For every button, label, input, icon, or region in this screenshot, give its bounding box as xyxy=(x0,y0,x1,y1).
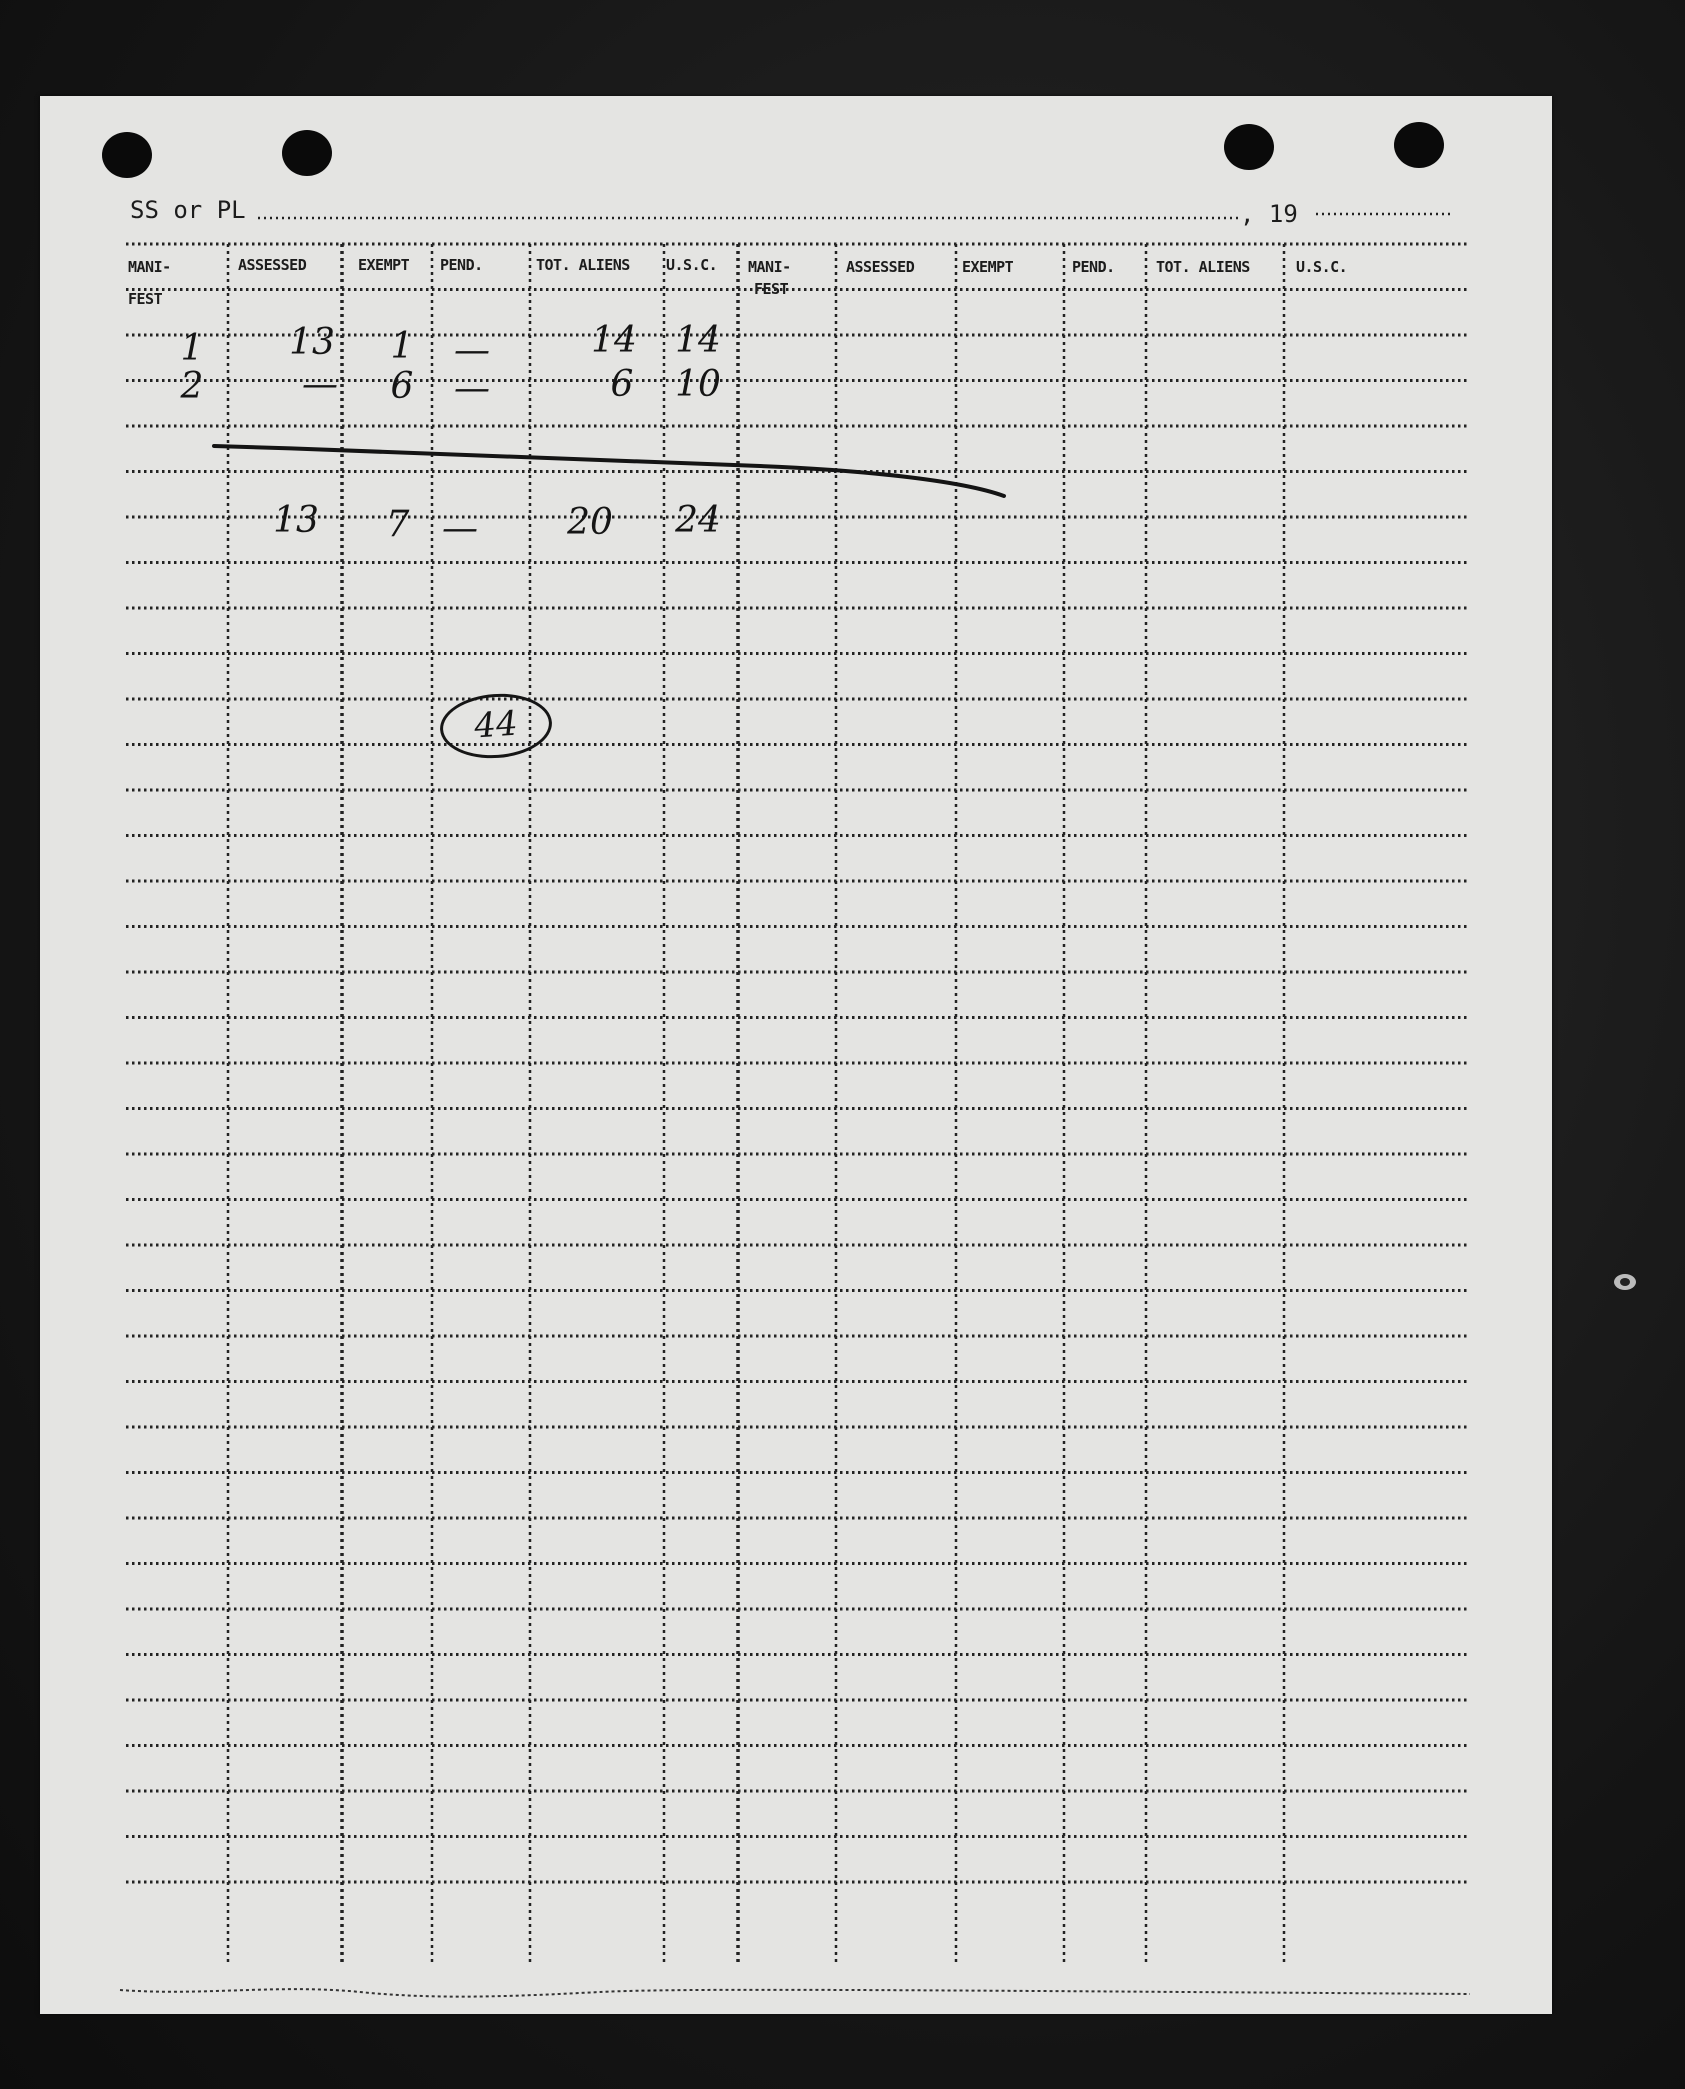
vessel-label: SS or PL xyxy=(130,196,246,224)
header-usc-right: U.S.C. xyxy=(1296,258,1348,276)
header-assessed-left: ASSESSED xyxy=(238,256,307,274)
row-1-manifest: 1 xyxy=(180,328,204,369)
total-tot-aliens: 20 xyxy=(567,502,613,543)
header-tot-aliens-right: TOT. ALIENS xyxy=(1156,258,1250,276)
row-2-assessed: — xyxy=(302,364,338,405)
row-2-pend: — xyxy=(454,368,490,409)
header-manifest-left-2: FEST xyxy=(128,290,163,308)
total-assessed: 13 xyxy=(273,500,319,541)
header-exempt-right: EXEMPT xyxy=(962,258,1014,276)
row-1-exempt: 1 xyxy=(390,326,414,367)
row-2-exempt: 6 xyxy=(390,366,414,407)
header-pend-right: PEND. xyxy=(1072,258,1115,276)
header-assessed-right: ASSESSED xyxy=(846,258,915,276)
grand-total-note: 44 xyxy=(472,703,519,747)
row-2-manifest: 2 xyxy=(180,366,204,407)
row-2-tot-aliens: 6 xyxy=(610,364,634,405)
header-usc-left: U.S.C. xyxy=(666,256,718,274)
row-1-usc: 14 xyxy=(675,320,721,361)
row-1-pend: — xyxy=(454,330,490,371)
header-manifest-right: MANI- xyxy=(748,258,791,276)
row-1-tot-aliens: 14 xyxy=(591,320,637,361)
header-exempt-left: EXEMPT xyxy=(358,256,410,274)
total-usc: 24 xyxy=(675,500,721,541)
header-manifest-right-2: FEST xyxy=(754,280,789,298)
total-pend: — xyxy=(442,508,478,549)
total-exempt: 7 xyxy=(386,504,410,545)
row-2-usc: 10 xyxy=(675,364,721,405)
header-pend-left: PEND. xyxy=(440,256,483,274)
header-manifest-left: MANI- xyxy=(128,258,171,276)
header-tot-aliens-left: TOT. ALIENS xyxy=(536,256,630,274)
year-prefix: , 19 xyxy=(1240,200,1298,228)
row-1-assessed: 13 xyxy=(289,322,335,363)
